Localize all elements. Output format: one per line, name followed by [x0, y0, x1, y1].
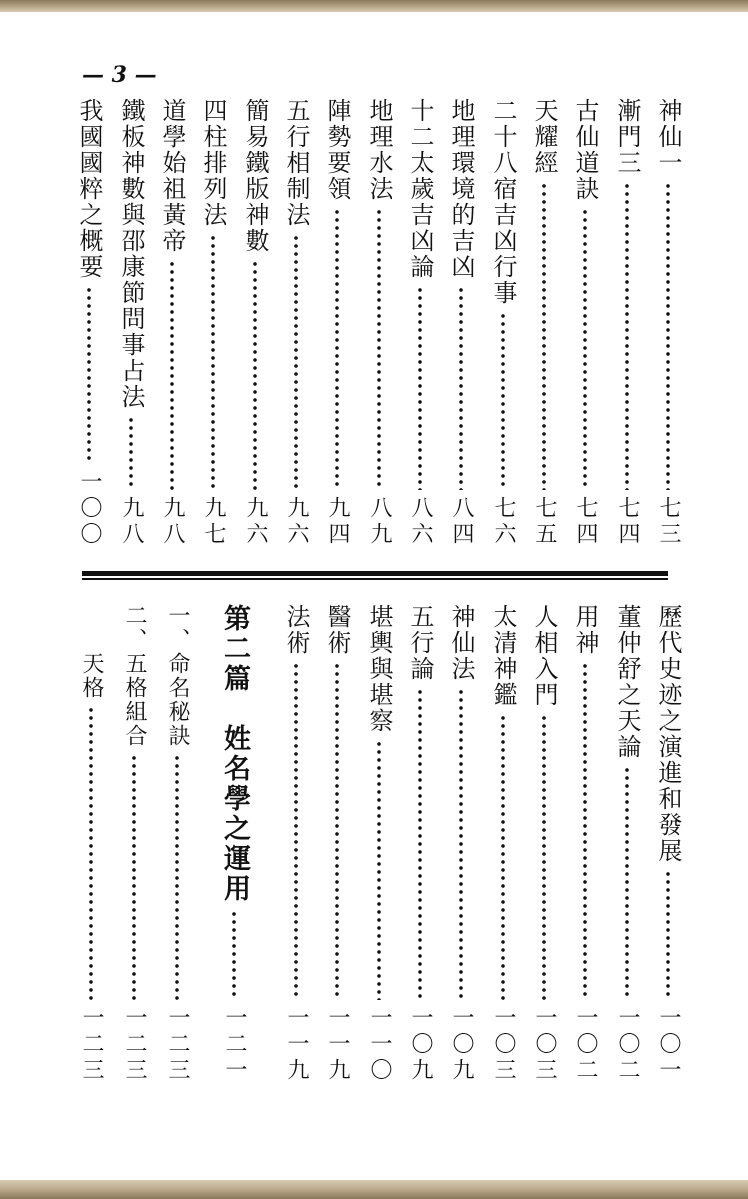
toc-entry-title: 我國國粹之概要	[75, 98, 103, 280]
dot-leader	[294, 234, 298, 490]
dot-leader	[583, 208, 587, 490]
dot-leader	[294, 662, 298, 1000]
toc-entry-title: 太清神鑑	[489, 604, 517, 708]
toc-entry-title: 鐵板神數與邵康節問事占法	[117, 98, 145, 410]
toc-entry-title: 五行相制法	[282, 98, 310, 228]
toc-entry-title: 堪輿與堪察	[365, 604, 393, 734]
toc-entry	[72, 98, 106, 548]
dot-leader	[89, 706, 93, 1000]
toc-entry-page: 九七	[201, 496, 226, 548]
dot-leader	[335, 662, 339, 1000]
toc-entry	[196, 98, 230, 548]
dot-leader	[232, 910, 236, 1000]
toc-entry-page: 七四	[615, 496, 640, 548]
toc-entry-title: 天格	[79, 652, 104, 700]
toc-entry-title: 醫術	[323, 604, 351, 656]
toc-entry-page: 一一九	[325, 1006, 350, 1084]
part-heading	[214, 604, 254, 1084]
toc-entry-page: 一〇一	[656, 1006, 681, 1084]
toc-entry-title: 地理環境的吉凶	[447, 98, 475, 280]
toc-entry	[527, 604, 561, 1084]
dot-leader	[666, 182, 670, 490]
toc-entry-title: 歷代史迹之演進和發展	[654, 604, 682, 864]
toc-entry-page: 七三	[656, 496, 681, 548]
dot-leader	[377, 208, 381, 490]
dot-leader	[459, 286, 463, 490]
toc-entry-title: 四柱排列法	[199, 98, 227, 228]
toc-entry	[486, 98, 520, 548]
toc-entry-title: 天耀經	[530, 98, 558, 176]
toc-entry	[114, 98, 148, 548]
toc-entry-page: 一二三	[79, 1006, 104, 1084]
dot-leader	[501, 312, 505, 490]
dot-leader	[253, 260, 257, 490]
toc-entry-page: 一〇二	[615, 1006, 640, 1084]
toc-entry-page: 九六	[284, 496, 309, 548]
dot-leader	[129, 416, 133, 490]
scan-border-bottom	[0, 1180, 748, 1199]
toc-entry-title: 陣勢要領	[323, 98, 351, 202]
toc-entry	[362, 604, 396, 1084]
dot-leader	[87, 286, 91, 464]
dot-leader	[170, 260, 174, 490]
toc-entry-title: 人相入門	[530, 604, 558, 708]
toc-entry	[444, 604, 478, 1084]
toc-entry-title: 五行論	[406, 604, 434, 682]
dot-leader	[418, 688, 422, 1000]
toc-entry-page: 一〇九	[408, 1006, 433, 1084]
toc-entry	[403, 604, 437, 1084]
dot-leader	[132, 754, 136, 1000]
toc-entry-page: 九八	[119, 496, 144, 548]
toc-entry-page: 九四	[325, 496, 350, 548]
toc-entry	[74, 652, 108, 1084]
toc-entry-title: 神仙法	[447, 604, 475, 682]
toc-entry-title: 道學始祖黃帝	[158, 98, 186, 254]
dot-leader	[625, 766, 629, 1000]
toc-entry-page: 七六	[491, 496, 516, 548]
dot-leader	[542, 714, 546, 1000]
dot-leader	[501, 714, 505, 1000]
toc-entry-page: 一〇二	[573, 1006, 598, 1084]
toc-entry-title: 簡易鐵版神數	[241, 98, 269, 254]
toc-entry	[279, 98, 313, 548]
toc-entry	[362, 98, 396, 548]
toc-entry-page: 一一九	[284, 1006, 309, 1084]
dot-leader	[335, 208, 339, 490]
toc-entry	[155, 98, 189, 548]
dot-leader	[377, 740, 381, 1000]
toc-entry	[279, 604, 313, 1084]
toc-entry-page: 七五	[532, 496, 557, 548]
toc-entry	[610, 98, 644, 548]
toc-entry	[486, 604, 520, 1084]
scan-border-top	[0, 0, 748, 12]
dot-leader	[625, 182, 629, 490]
dot-leader	[583, 662, 587, 1000]
toc-entry	[568, 604, 602, 1084]
toc-entry-page: 七四	[573, 496, 598, 548]
toc-entry	[238, 98, 272, 548]
toc-entry-page: 一〇三	[491, 1006, 516, 1084]
toc-entry-page: 一一〇	[367, 1006, 392, 1084]
toc-entry-title: 神仙一	[654, 98, 682, 176]
toc-entry-page: 一二三	[165, 1006, 190, 1084]
toc-entry	[651, 604, 685, 1084]
toc-entry	[527, 98, 561, 548]
toc-entry-page: 一二三	[122, 1006, 147, 1084]
dot-leader	[175, 754, 179, 1000]
dot-leader	[459, 688, 463, 1000]
toc-entry-title: 二、五格組合	[122, 604, 147, 748]
toc-entry-title: 董仲舒之天論	[613, 604, 641, 760]
dot-leader	[418, 286, 422, 490]
page-number: — 3 —	[82, 62, 157, 88]
toc-entry	[610, 604, 644, 1084]
toc-entry-title: 地理水法	[365, 98, 393, 202]
toc-entry	[403, 98, 437, 548]
part-heading-title: 第二篇 姓名學之運用	[219, 604, 250, 904]
toc-entry-title: 十二太歲吉凶論	[406, 98, 434, 280]
toc-entry	[117, 604, 151, 1084]
dot-leader	[542, 182, 546, 490]
toc-entry-page: 一〇三	[532, 1006, 557, 1084]
toc-entry-page: 一〇九	[449, 1006, 474, 1084]
dot-leader	[666, 870, 670, 1000]
toc-entry-page: 八九	[367, 496, 392, 548]
toc-entry-page: 一〇〇	[77, 470, 102, 548]
toc-entry-title: 漸門三	[613, 98, 641, 176]
toc-entry	[320, 604, 354, 1084]
toc-entry-title: 古仙道訣	[571, 98, 599, 202]
toc-entry-title: 用神	[571, 604, 599, 656]
toc-entry	[444, 98, 478, 548]
toc-entry-title: 法術	[282, 604, 310, 656]
toc-entry	[568, 98, 602, 548]
toc-entry-page: 九六	[243, 496, 268, 548]
part-heading-page: 一二一	[222, 1006, 247, 1084]
dot-leader	[211, 234, 215, 490]
toc-entry-page: 九八	[160, 496, 185, 548]
toc-entry-page: 八四	[449, 496, 474, 548]
toc-entry	[160, 604, 194, 1084]
toc-entry-title: 二十八宿吉凶行事	[489, 98, 517, 306]
toc-entry	[651, 98, 685, 548]
section-divider-thin	[82, 578, 668, 580]
toc-entry-title: 一、命名秘訣	[165, 604, 190, 748]
section-divider	[82, 571, 668, 576]
toc-entry-page: 八六	[408, 496, 433, 548]
toc-entry	[320, 98, 354, 548]
